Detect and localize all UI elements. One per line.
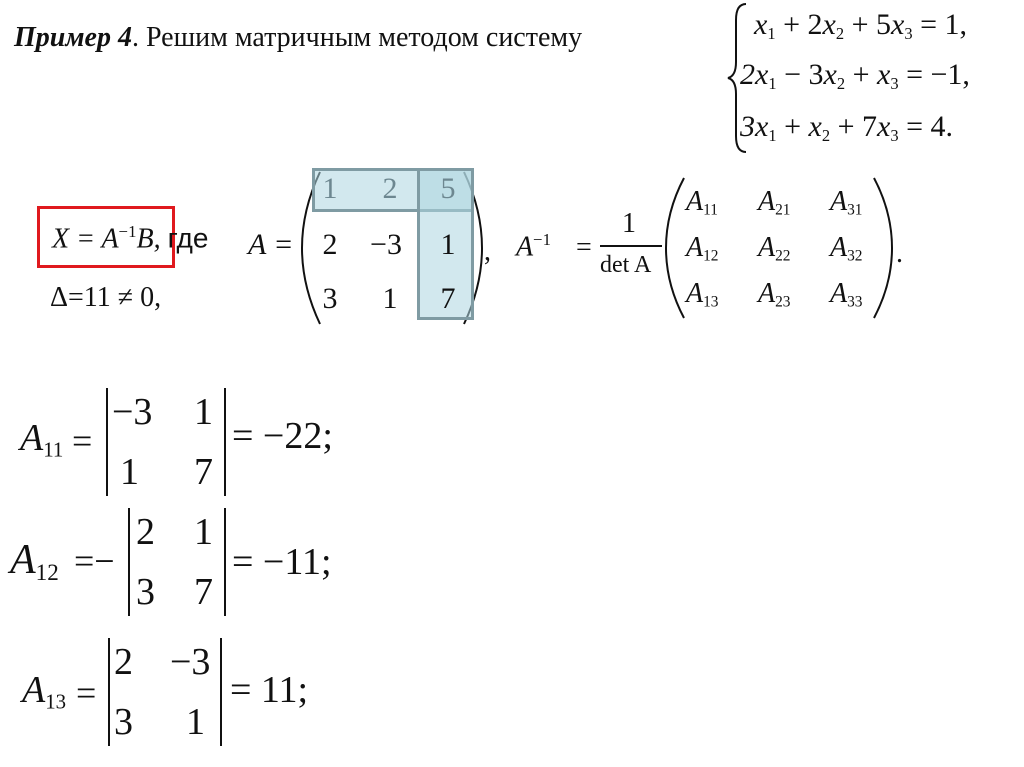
cofactor-cell: $A_{12}$ [686,232,719,265]
separator-comma: , [484,236,491,267]
cofactor-cell: $A_{32}$ [830,232,863,265]
det-bar-left [108,638,110,746]
cofactor-a11-label: $A_{11}$ [20,417,64,462]
example-text: . Решим матричным методом систему [131,22,583,53]
det-cell: 1 [194,511,213,553]
det-cell: 3 [136,571,155,613]
system-eq-1: $x_1 + 2x_2 + 5x_3 = 1$, [754,8,967,43]
cofactor-a13-eq: = [76,673,97,713]
inverse-eq: = [576,232,592,263]
matrix-cell: 3 [322,282,338,315]
cofactor-cell: $A_{13}$ [686,278,719,311]
system-eq-3: $3x_1 + x_2 + 7x_3 = 4$. [740,110,953,145]
det-cell: 2 [136,511,155,553]
example-number: Пример 4 [14,22,132,53]
det-bar-right [224,388,226,496]
cofactor-left-paren [664,176,686,320]
cofactor-a13-label: $A_{13}$ [22,669,67,714]
cofactor-cell: $A_{33}$ [830,278,863,311]
matrix-cell: 5 [440,172,456,205]
det-bar-right [220,638,222,746]
det-bar-right [224,508,226,616]
cofactor-cell: $A_{11}$ [686,186,718,219]
matrix-cell: 7 [440,282,456,315]
cofactor-cell: $A_{31}$ [830,186,863,219]
det-cell: 1 [194,391,213,433]
cofactor-right-paren [872,176,894,320]
cofactor-a11-eq: = [72,421,93,461]
example-title [14,22,582,54]
matrix-cell: 2 [322,228,338,261]
matrix-cell: −3 [370,228,402,261]
cofactor-a11-result: = −22; [232,415,333,457]
cofactor-cell: $A_{23}$ [758,278,791,311]
cofactor-cell: $A_{22}$ [758,232,791,265]
det-cell: −3 [112,391,153,433]
det-cell: 7 [194,571,213,613]
det-bar-left [106,388,108,496]
inverse-label: $A^{-1}$ [516,230,551,263]
cofactor-cell: $A_{21}$ [758,186,791,219]
system-eq-2: $2x_1 - 3x_2 + x_3 = -1$, [740,58,970,93]
matrix-cell: 1 [382,282,398,315]
det-bar-left [128,508,130,616]
cofactor-a12-eq: =− [74,541,115,581]
det-cell: 1 [120,451,139,493]
inverse-trail: . [896,238,903,269]
cofactor-a13-result: = 11; [230,669,309,711]
det-cell: 7 [194,451,213,493]
matrix-a-label: A = [248,228,294,261]
determinant-value: Δ=11 ≠ 0, [50,282,162,313]
det-cell: 3 [114,701,133,743]
matrix-cell: 2 [382,172,398,205]
det-cell: −3 [170,641,211,683]
cofactor-a12-label: $A_{12}$ [10,537,59,585]
cofactor-a12-result: = −11; [232,541,332,583]
fraction-denominator: det A [600,252,652,278]
matrix-cell: 1 [440,228,456,261]
matrix-cell: 1 [322,172,338,205]
solution-formula: $X = A^{-1}B$, где [52,222,209,255]
det-cell: 1 [186,701,205,743]
fraction-numerator: 1 [622,208,636,239]
fraction-bar [600,245,662,247]
det-cell: 2 [114,641,133,683]
